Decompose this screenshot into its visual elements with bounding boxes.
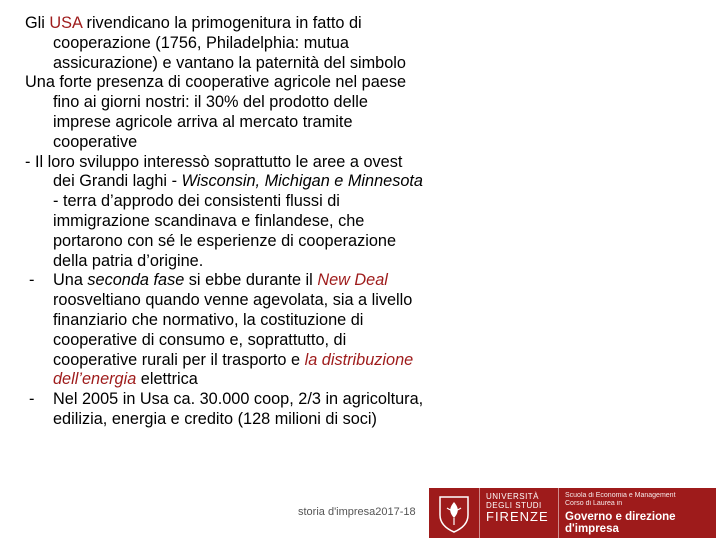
text-segment: Nel 2005 in Usa ca. 30.000 coop, 2/3 in agricoltura, edilizia, energia e credito (128 milioni di soci) [53,390,424,428]
footer-label: storia d'impresa2017-18 [298,506,416,518]
paragraph [25,73,425,152]
department-block [559,488,716,538]
university-logo [429,488,716,538]
department-school: Scuola di Economia e Management [565,491,676,499]
text-segment: rivendicano la primogenitura in fatto di cooperazione (1756, Philadelphia: mutua assicurazione) e vantano la paternità del simbolo [53,14,406,72]
paragraph [25,153,425,272]
text-segment: si ebbe durante il [184,271,318,290]
text-segment: elettrica [136,370,198,389]
university-name [479,488,559,538]
text-segment: - terra d’approdo dei consistenti flussi di immigrazione scandinava e finlandese, che portarono con sé le esperienze di cooperazione della patria d’origine. [53,192,397,270]
bullet-dash: - [29,390,35,409]
text-segment: Wisconsin, Michigan e Minnesota [181,172,423,191]
text-segment: - Il loro sviluppo interessò soprattutto le aree a ovest dei Grandi laghi - [25,152,403,191]
bullet-dash: - [29,271,35,290]
text-segment: New Deal [317,271,388,290]
text-segment: seconda fase [87,271,185,290]
text-segment: Una [53,271,88,290]
department-course: Corso di Laurea in [565,499,623,507]
text-segment: la distribuzione dell’energia [53,350,414,389]
text-segment: Una forte presenza di cooperative agricole nel paese fino ai giorni nostri: il 30% del prodotto delle imprese agricole arriva al mercato tramite cooperative [25,73,407,151]
text-segment: Gli [25,14,50,32]
text-segment: roosveltiano quando venne agevolata, sia a livello finanziario che normativo, la costituzione di cooperative di consumo e, soprattutto, di cooperative rurali per il trasporto e [53,291,413,369]
bullet-item [25,390,425,430]
slide-body [25,14,425,430]
paragraph [25,14,425,73]
university-seal-icon [429,488,479,538]
university-line-1: UNIVERSITÀ [486,492,540,501]
university-line-2: DEGLI STUDI [486,501,542,510]
text-segment: USA [49,14,82,32]
bullet-item [25,271,425,390]
department-name: Governo e direzione d'impresa [565,510,676,535]
university-line-3: FIRENZE [486,509,549,524]
